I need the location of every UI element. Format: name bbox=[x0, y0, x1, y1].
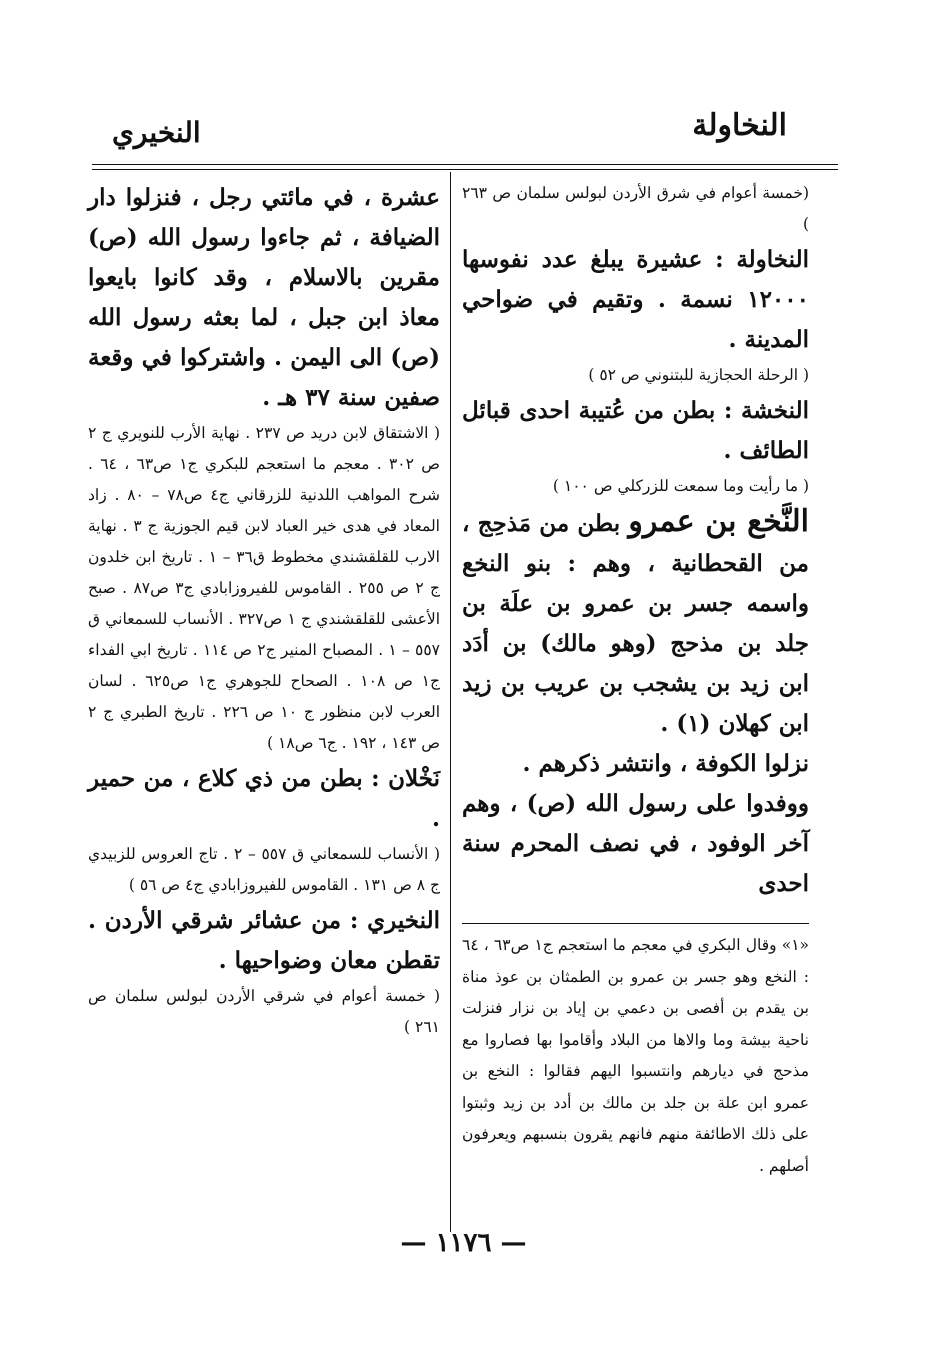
sources-list: ( الاشتقاق لابن دريد ص ٢٣٧ . نهاية الأرب للنويري ج ٢ ص ٣٠٢ . معجم ما استعجم للبكري ج١ ص٦٣ ، ٦٤ . شرح المواهب اللدنية للزرقاني ج٤ ص٧٨ – ٨٠ . زاد المعاد في هدى خير العباد لابن قيم الجوزية ج ٣ . نهاية الارب للقلقشندي مخطوط ق٣٦ – ١ . تاريخ ابن خلدون ج ٢ ص ٢٥٥ . القاموس للفيروزابادي ج٣ ص٨٧ . صبح الأعشى للقلقشندي ج ١ ص٣٢٧ . الأنساب للسمعاني ق ٥٥٧ – ١ . المصباح المنير ج٢ ص ١١٤ . تاريخ ابي الفداء ج١ ص ١٠٨ . الصحاح للجوهري ج١ ص٦٢٥ . لسان العرب لابن منظور ج ١٠ ص ٢٢٦ . تاريخ الطبري ج ٢ ص ١٤٣ ، ١٩٢ . ج٦ ص١٨ ) bbox=[88, 424, 441, 752]
entry-paragraph: ووفدوا على رسول الله (ص) ، وهم آخر الوفود ، في نصف المحرم سنة احدى bbox=[462, 790, 809, 897]
header-rule bbox=[92, 164, 838, 165]
entry-nakhawila bbox=[462, 240, 809, 360]
citation: ( الأنساب للسمعاني ق ٥٥٧ – ٢ . تاج العروس للزبيدي ج ٨ ص ١٣١ . القاموس للفيروزابادي ج٤ ص ٥٦ ) bbox=[88, 845, 440, 894]
page-number: — ١١٧٦ — bbox=[400, 1228, 527, 1258]
entry-text: بطن من عُتيبة احدى قبائل الطائف . bbox=[462, 397, 809, 464]
entry-nakha bbox=[462, 502, 809, 744]
footnote-rule bbox=[462, 923, 809, 924]
citation: (خمسة أعوام في شرق الأردن لبولس سلمان ص ٢٦٣ ) bbox=[462, 184, 809, 233]
entry-nakhsha bbox=[462, 391, 809, 471]
entry-text: بطن من مَذحِج ، من القحطانية ، وهم : بنو النخع واسمه جسر بن عمرو بن علَة بن جلد بن مذحج (وهو مالك) بن أدَد ابن زيد بن يشجب بن عريب بن زيد ابن كهلان (١) . bbox=[462, 510, 809, 737]
entry-paragraph: عشرة ، في مائتي رجل ، فنزلوا دار الضيافة ، ثم جاءوا رسول الله (ص) مقرين بالاسلام ، وقد كانوا بايعوا معاذ ابن جبل ، لما بعثه رسول الله (ص) الى اليمن . واشتركوا في وقعة صفين سنة ٣٧ هـ . bbox=[88, 184, 440, 411]
running-head-right: النخاولة bbox=[692, 108, 787, 143]
entry-term: نَخْلان : bbox=[371, 765, 440, 792]
entry-nakhiri bbox=[88, 901, 440, 981]
entry-paragraph: نزلوا الكوفة ، وانتشر ذكرهم . bbox=[522, 750, 809, 777]
running-head-left: النخيري bbox=[112, 116, 201, 149]
right-column bbox=[462, 178, 809, 904]
entry-text: بطن من ذي كلاع ، من حمير . bbox=[88, 765, 440, 832]
header-rule-double bbox=[92, 169, 838, 170]
entry-text: عشيرة يبلغ عدد نفوسها ١٢٠٠٠ نسمة . وتقيم في ضواحي المدينة . bbox=[462, 246, 809, 353]
column-divider bbox=[450, 172, 451, 1232]
entry-nakhlan bbox=[88, 759, 440, 839]
entry-term: النخاولة : bbox=[715, 246, 809, 273]
entry-term: النَّخع بن عمرو bbox=[628, 504, 809, 539]
citation: ( الرحلة الحجازية للبتنوني ص ٥٢ ) bbox=[588, 366, 809, 384]
citation: ( خمسة أعوام في شرقي الأردن لبولس سلمان ص ٢٦١ ) bbox=[88, 987, 440, 1036]
entry-term: النخيري : bbox=[349, 907, 440, 934]
footnote: «١» وقال البكري في معجم ما استعجم ج١ ص٦٣ ، ٦٤ : النخع وهو جسر بن عمرو بن الطمثان بن عوذ مناة بن يقدم بن أفصى بن دعمي بن إياد بن نزار فنزلت ناحية بيشة وما والاها من البلاد وأقاموا بها فصاروا مع مذحج في ديارهم وانتسبوا اليهم فقالوا : النخع بن عمرو ابن علة بن جلد بن مالك بن أدد بن زيد وثبتوا على ذلك الاطائفة منهم فانهم يقرون بنسبهم ويعرفون أصلهم . bbox=[462, 936, 810, 1175]
entry-text: من عشائر شرقي الأردن . تقطن معان وضواحيها . bbox=[88, 907, 440, 974]
citation: ( ما رأيت وما سمعت للزركلي ص ١٠٠ ) bbox=[552, 477, 809, 495]
entry-term: النخشة : bbox=[723, 397, 809, 424]
left-column bbox=[88, 178, 440, 1043]
